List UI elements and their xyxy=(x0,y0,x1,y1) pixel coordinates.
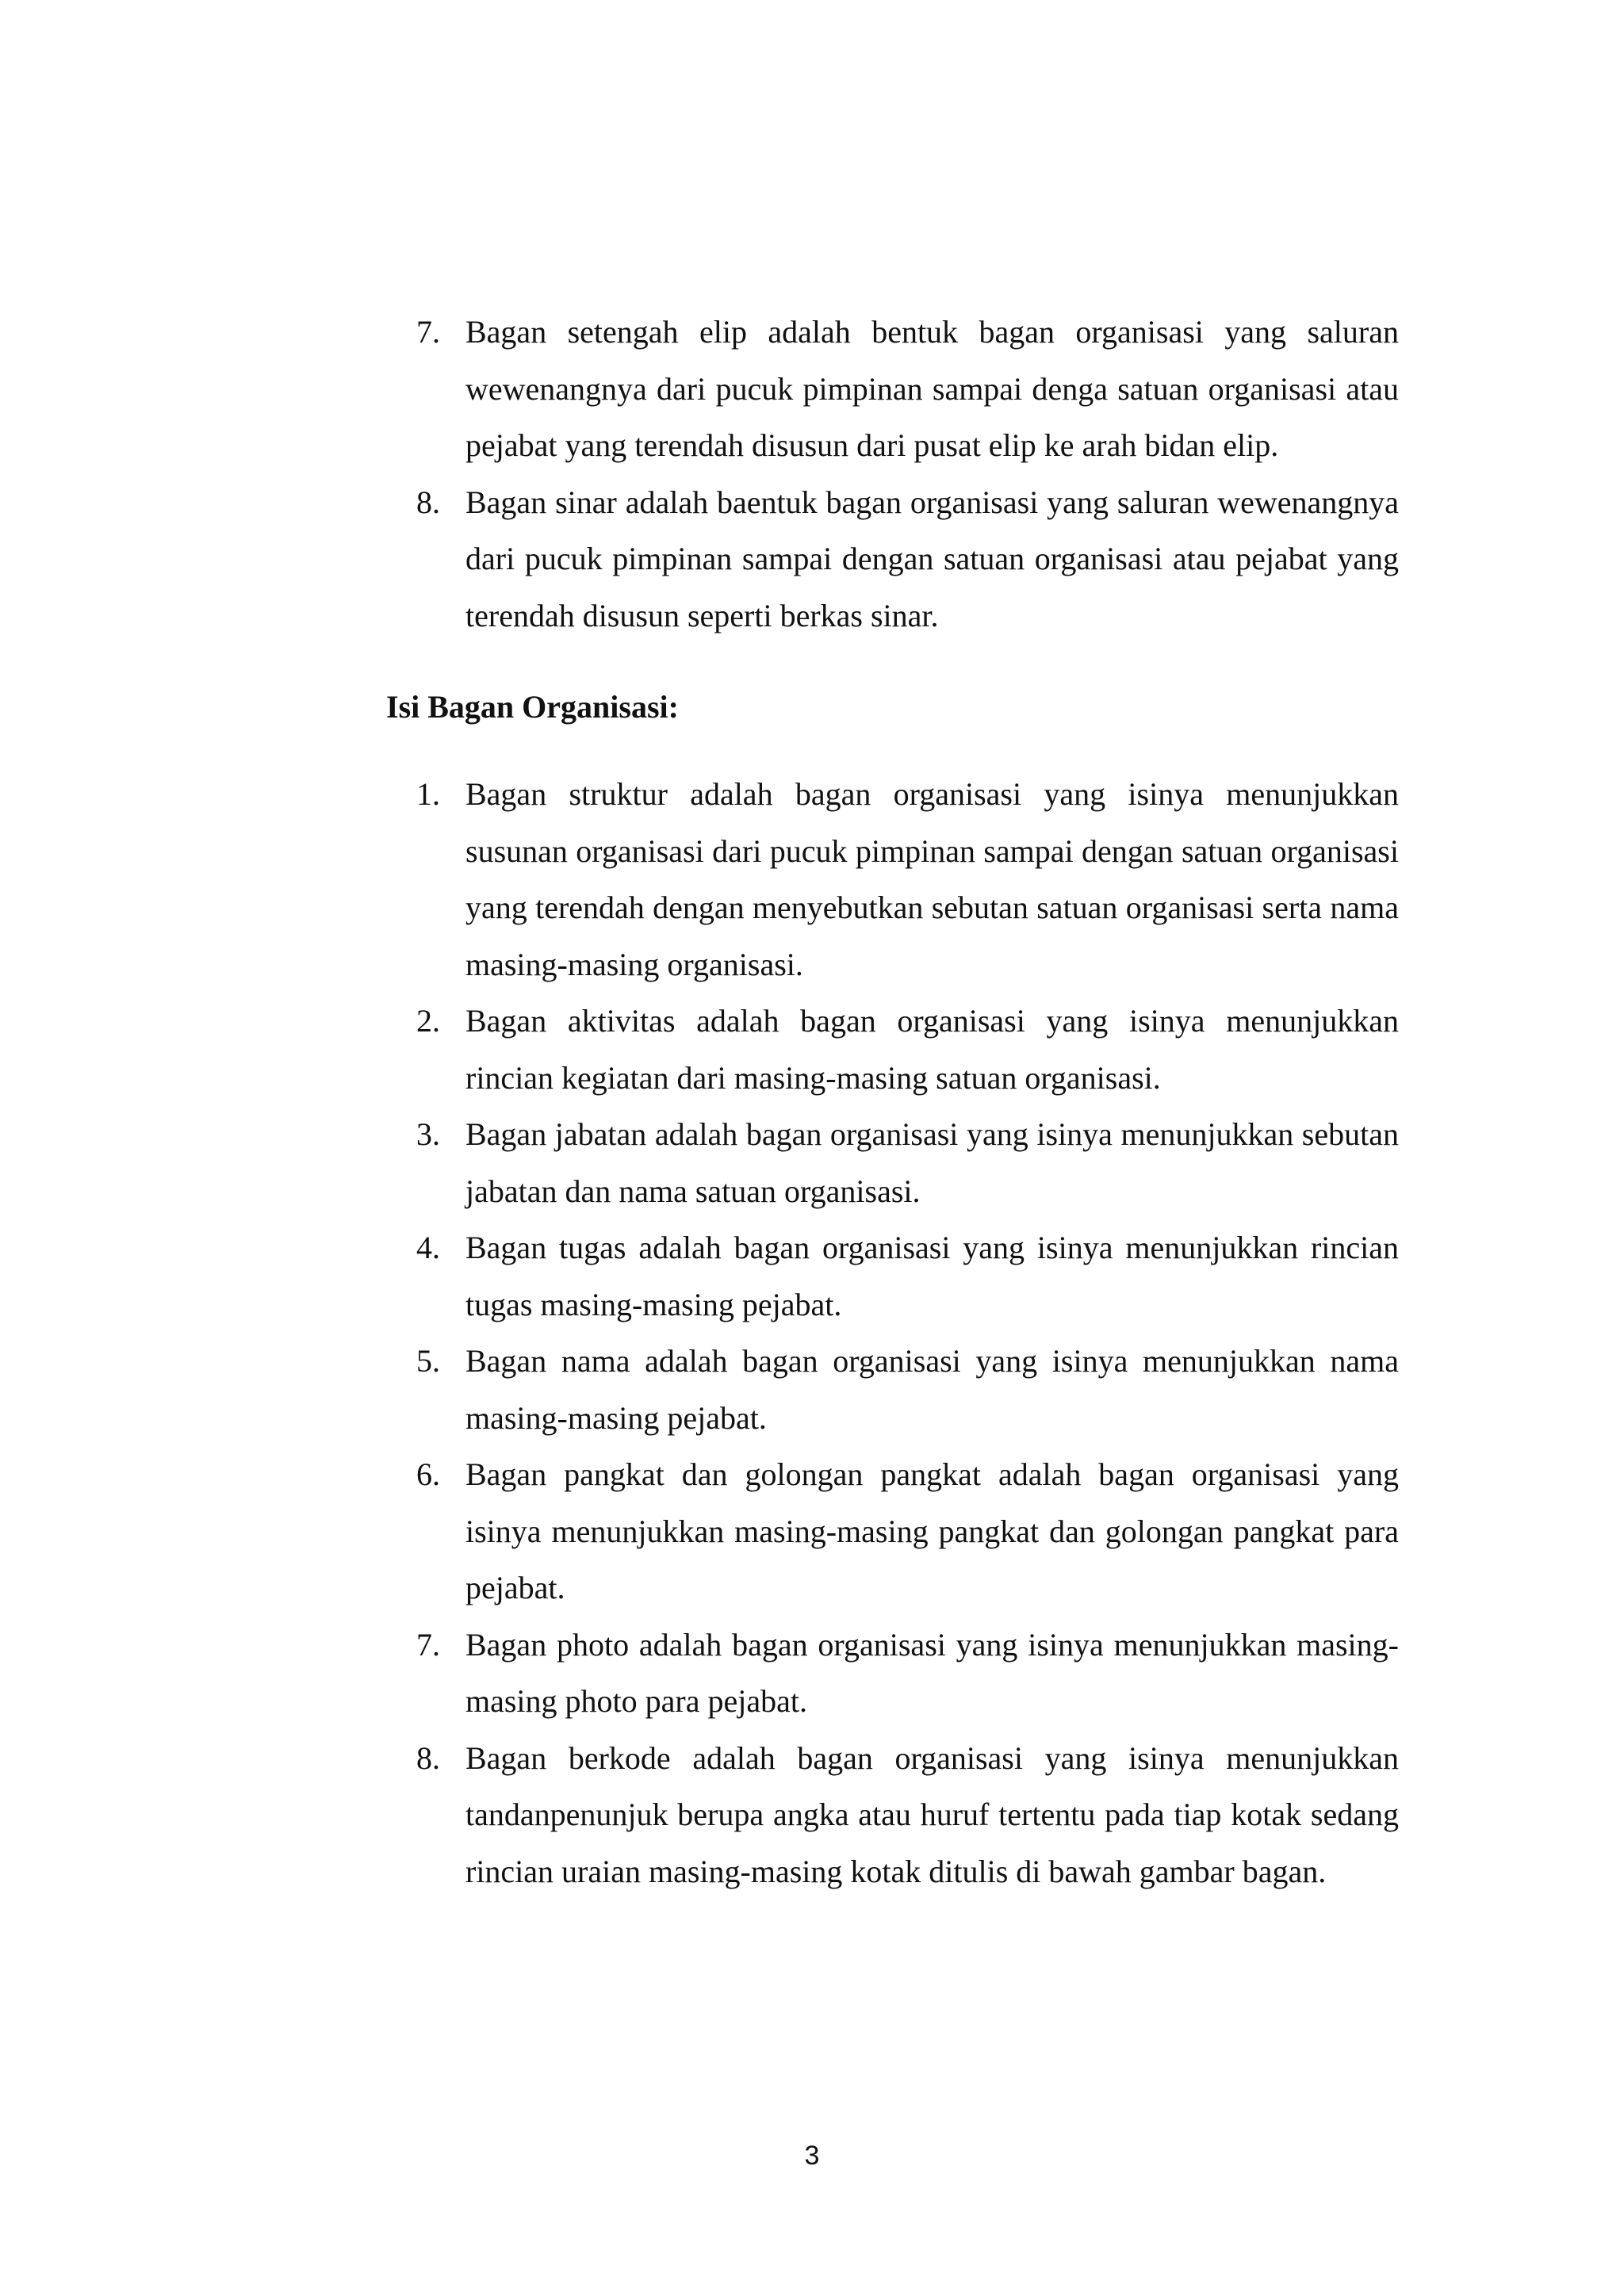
list-item-text: Bagan photo adalah bagan organisasi yang isinya menunjukkan masing-masing photo para pejabat. xyxy=(465,1626,1399,1719)
list-item-number: 7. xyxy=(416,314,440,350)
list-item-text: Bagan struktur adalah bagan organisasi yang isinya menunjukkan susunan organisasi dari pucuk pimpinan sampai dengan satuan organisasi yang terendah dengan menyebutkan sebutan satuan organisasi serta nama masing-masing organisasi. xyxy=(465,776,1399,982)
page-number: 3 xyxy=(804,2141,820,2171)
list-item xyxy=(416,1730,1399,1900)
list-item xyxy=(416,993,1399,1106)
list-item-text: Bagan aktivitas adalah bagan organisasi yang isinya menunjukkan rincian kegiatan dari masing-masing satuan organisasi. xyxy=(465,1003,1399,1096)
list-item xyxy=(416,1106,1399,1219)
list-item xyxy=(416,1219,1399,1333)
chart-shape-list xyxy=(416,304,1399,644)
list-item-text: Bagan setengah elip adalah bentuk bagan organisasi yang saluran wewenangnya dari pucuk pimpinan sampai denga satuan organisasi atau pejabat yang terendah disusun dari pusat elip ke arah bidan elip. xyxy=(465,314,1399,463)
list-item-number: 7. xyxy=(416,1626,440,1663)
list-item xyxy=(416,1617,1399,1730)
list-item-text: Bagan tugas adalah bagan organisasi yang isinya menunjukkan rincian tugas masing-masing pejabat. xyxy=(465,1230,1399,1322)
list-item-text: Bagan nama adalah bagan organisasi yang isinya menunjukkan nama masing-masing pejabat. xyxy=(465,1343,1399,1436)
list-item-text: Bagan jabatan adalah bagan organisasi yang isinya menunjukkan sebutan jabatan dan nama satuan organisasi. xyxy=(465,1116,1399,1209)
list-item-text: Bagan pangkat dan golongan pangkat adalah bagan organisasi yang isinya menunjukkan masing-masing pangkat dan golongan pangkat para pejabat. xyxy=(465,1456,1399,1605)
list-item xyxy=(416,766,1399,993)
chart-content-list xyxy=(416,766,1399,1900)
list-item xyxy=(416,1333,1399,1446)
list-item-number: 3. xyxy=(416,1116,440,1152)
list-item xyxy=(416,474,1399,645)
list-item-number: 8. xyxy=(416,1739,440,1776)
section-heading: Isi Bagan Organisasi: xyxy=(386,689,679,725)
list-item-number: 8. xyxy=(416,484,440,520)
list-item-text: Bagan berkode adalah bagan organisasi yang isinya menunjukkan tandanpenunjuk berupa angka atau huruf tertentu pada tiap kotak sedang rincian uraian masing-masing kotak ditulis di bawah gambar bagan. xyxy=(465,1739,1399,1889)
list-item xyxy=(416,304,1399,474)
list-item-text: Bagan sinar adalah baentuk bagan organisasi yang saluran wewenangnya dari pucuk pimpinan sampai dengan satuan organisasi atau pejabat yang terendah disusun seperti berkas sinar. xyxy=(465,484,1399,633)
list-item xyxy=(416,1446,1399,1617)
list-item-number: 1. xyxy=(416,776,440,812)
list-item-number: 2. xyxy=(416,1003,440,1039)
list-item-number: 4. xyxy=(416,1230,440,1265)
list-item-number: 6. xyxy=(416,1456,440,1492)
page-content xyxy=(386,304,1399,1900)
list-item-number: 5. xyxy=(416,1343,440,1379)
